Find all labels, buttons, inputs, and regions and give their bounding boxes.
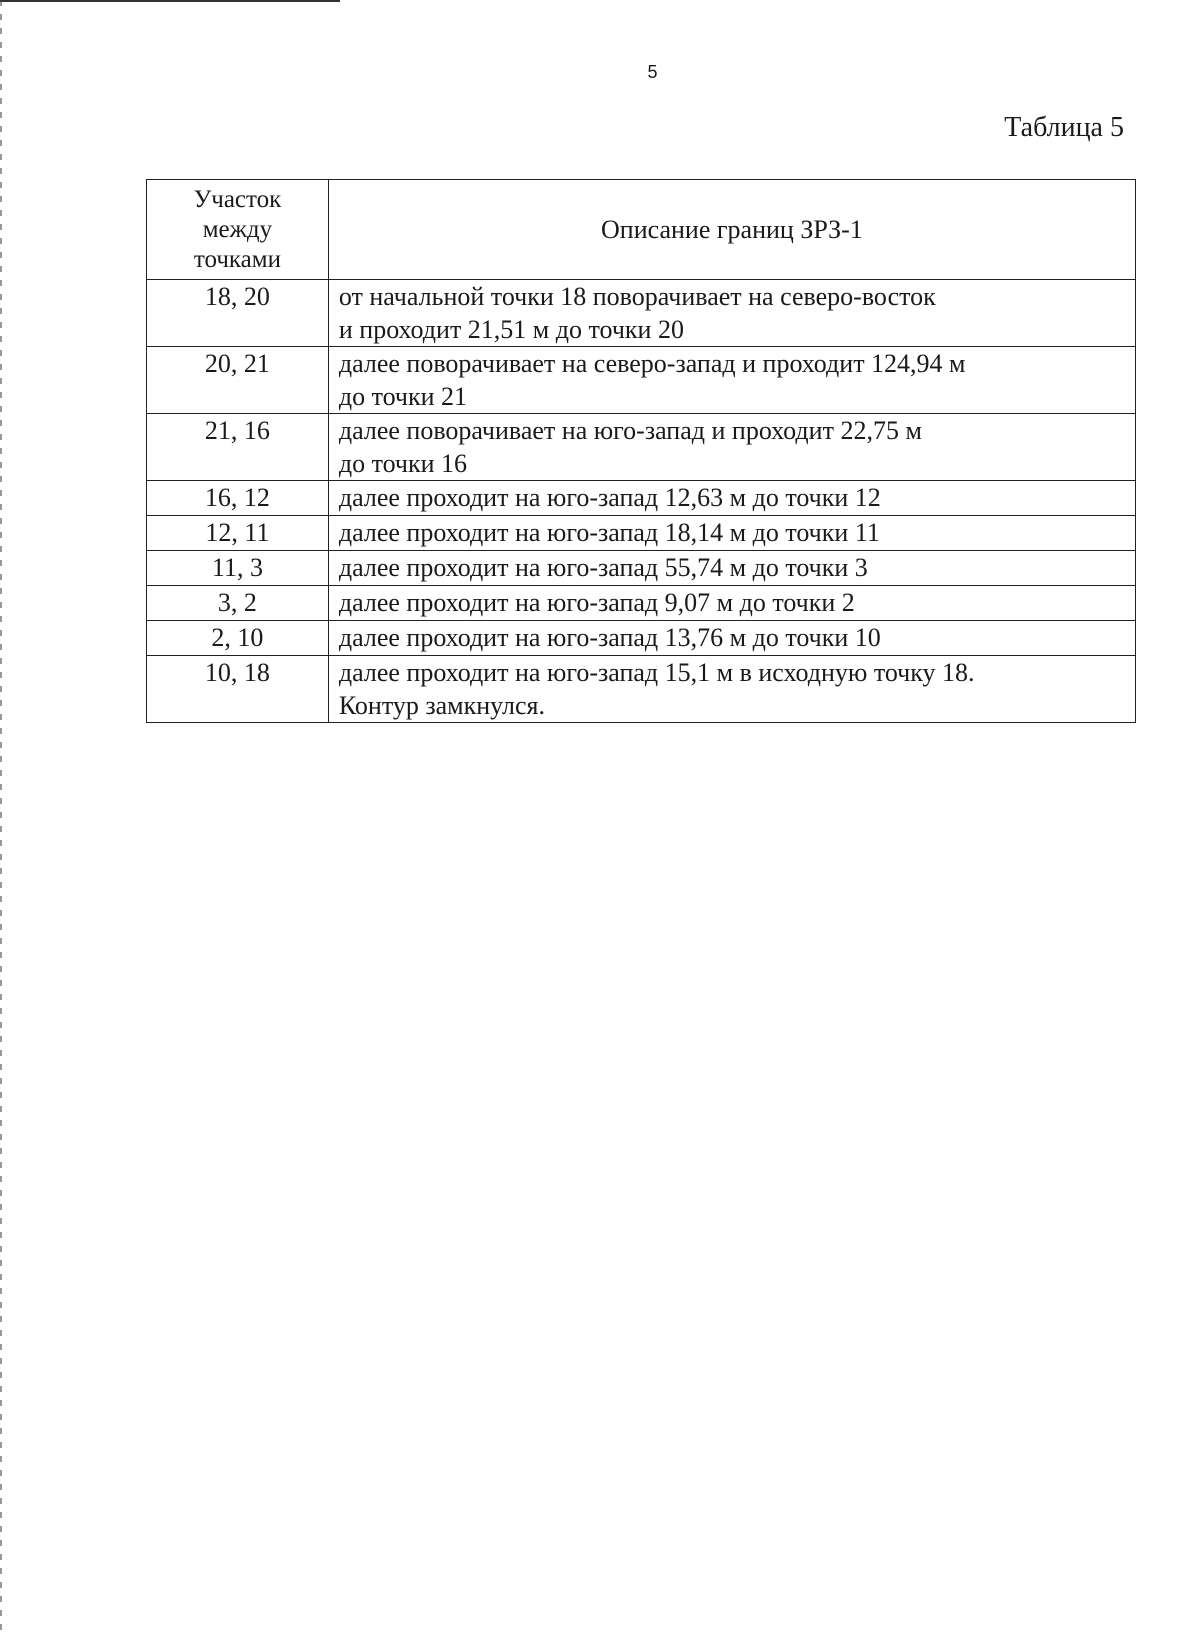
segment-cell: 18, 20 bbox=[147, 280, 329, 347]
table-row bbox=[147, 621, 1136, 656]
description-cell bbox=[328, 516, 1135, 551]
description-line: далее проходит на юго-запад 12,63 м до точки 12 bbox=[338, 483, 881, 512]
description-line: от начальной точки 18 поворачивает на северо-восток bbox=[338, 282, 936, 311]
segment-cell: 2, 10 bbox=[147, 621, 329, 656]
boundary-table bbox=[146, 179, 1136, 723]
description-line: до точки 16 bbox=[338, 449, 468, 478]
table-row bbox=[147, 656, 1136, 723]
table-row bbox=[147, 414, 1136, 481]
description-cell bbox=[328, 347, 1135, 414]
description-line: Контур замкнулся. bbox=[338, 691, 545, 720]
segment-cell: 10, 18 bbox=[147, 656, 329, 723]
segment-cell: 3, 2 bbox=[147, 586, 329, 621]
table-row bbox=[147, 586, 1136, 621]
segment-cell: 20, 21 bbox=[147, 347, 329, 414]
segment-cell: 16, 12 bbox=[147, 481, 329, 516]
segment-cell: 21, 16 bbox=[147, 414, 329, 481]
table-row bbox=[147, 551, 1136, 586]
table-row bbox=[147, 280, 1136, 347]
description-line: далее проходит на юго-запад 55,74 м до точки 3 bbox=[338, 553, 868, 582]
description-cell bbox=[328, 621, 1135, 656]
header-segment-line: между bbox=[202, 215, 273, 243]
description-cell bbox=[328, 551, 1135, 586]
description-line: далее проходит на юго-запад 9,07 м до точки 2 bbox=[338, 588, 855, 617]
description-cell bbox=[328, 656, 1135, 723]
description-line: далее поворачивает на юго-запад и проходит 22,75 м bbox=[338, 416, 922, 445]
scan-edge-top bbox=[0, 0, 340, 2]
header-segment bbox=[147, 180, 329, 280]
description-cell bbox=[328, 586, 1135, 621]
table-row bbox=[147, 516, 1136, 551]
table-header-row bbox=[147, 180, 1136, 280]
description-cell bbox=[328, 481, 1135, 516]
description-cell bbox=[328, 280, 1135, 347]
header-segment-line: точками bbox=[193, 245, 281, 273]
description-line: до точки 21 bbox=[338, 382, 468, 411]
header-description: Описание границ ЗРЗ-1 bbox=[328, 180, 1135, 280]
table-row bbox=[147, 347, 1136, 414]
page-number: 5 bbox=[647, 62, 658, 82]
description-line: и проходит 21,51 м до точки 20 bbox=[338, 315, 684, 344]
segment-cell: 12, 11 bbox=[147, 516, 329, 551]
description-line: далее поворачивает на северо-запад и проходит 124,94 м bbox=[338, 349, 966, 378]
scan-edge-left bbox=[0, 0, 2, 1636]
description-line: далее проходит на юго-запад 18,14 м до точки 11 bbox=[338, 518, 880, 547]
header-segment-line: Участок bbox=[193, 185, 282, 213]
description-line: далее проходит на юго-запад 15,1 м в исходную точку 18. bbox=[338, 658, 975, 687]
table-row bbox=[147, 481, 1136, 516]
description-line: далее проходит на юго-запад 13,76 м до точки 10 bbox=[338, 623, 881, 652]
segment-cell: 11, 3 bbox=[147, 551, 329, 586]
table-caption: Таблица 5 bbox=[1004, 112, 1124, 143]
description-cell bbox=[328, 414, 1135, 481]
